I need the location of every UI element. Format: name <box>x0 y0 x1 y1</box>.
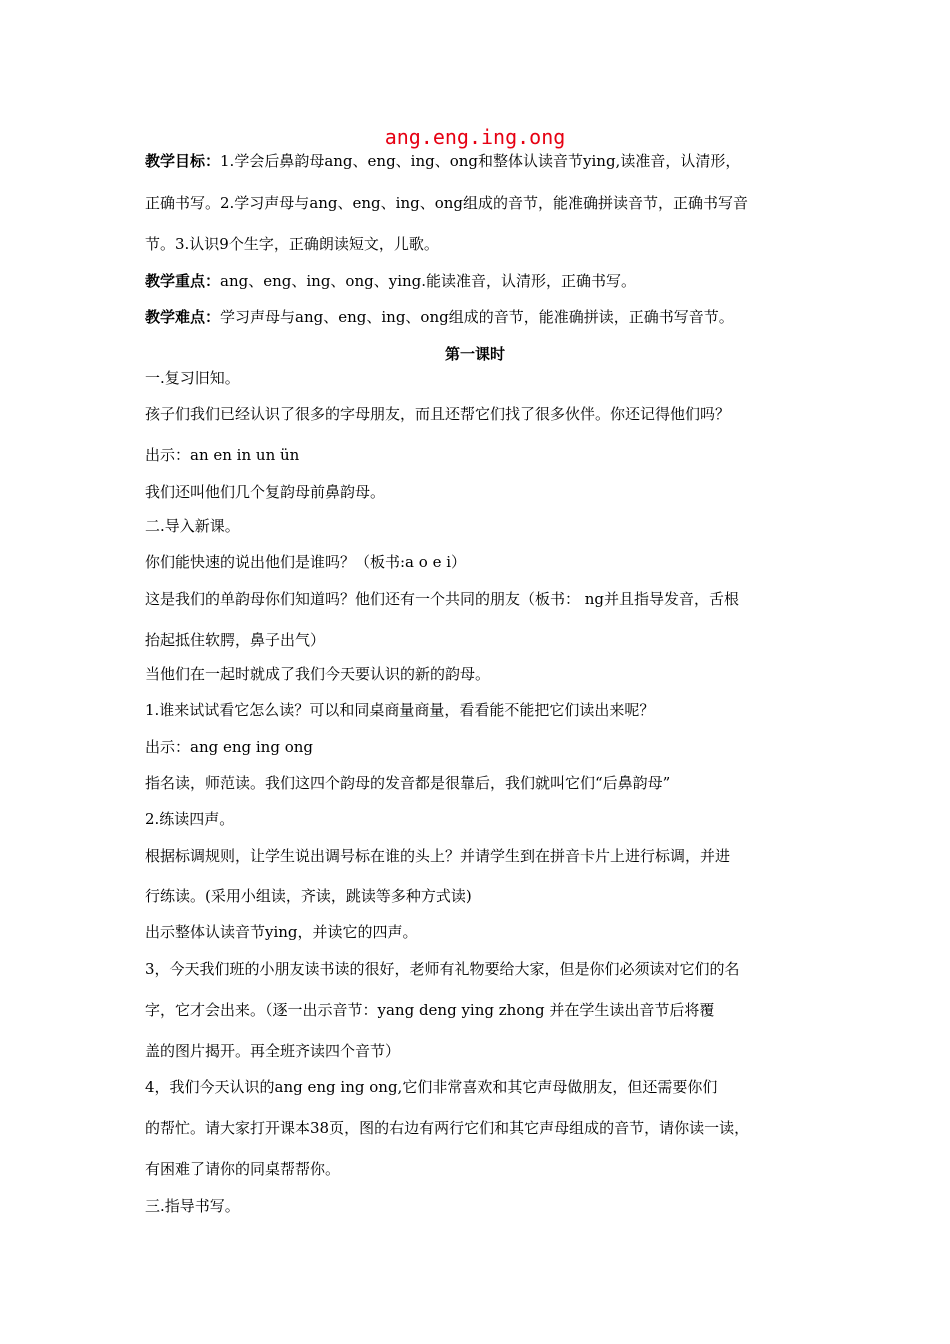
body-line: 3，今天我们班的小朋友读书读的很好，老师有礼物要给大家，但是你们必须读对它们的名 <box>145 960 740 978</box>
goals-text-1: 1.学会后鼻韵母ang、eng、ing、ong和整体认读音节ying,读准音，认清形， <box>220 152 741 170</box>
body-line: 根据标调规则，让学生说出调号标在谁的头上？并请学生到在拼音卡片上进行标调，并进 <box>145 847 731 865</box>
body-line: 这是我们的单韵母你们知道吗？他们还有一个共同的朋友（板书： ng并且指导发音，舌根 <box>145 590 740 608</box>
body-line: 二.导入新课。 <box>145 517 240 535</box>
body-line: 有困难了请你的同桌帮帮你。 <box>145 1160 341 1178</box>
body-line: 2.练读四声。 <box>145 810 235 828</box>
body-line: 当他们在一起时就成了我们今天要认识的新的韵母。 <box>145 665 491 683</box>
body-line: 盖的图片揭开。再全班齐读四个音节） <box>145 1042 401 1060</box>
goals-line-3: 节。3.认识9个生字，正确朗读短文，儿歌。 <box>145 235 439 253</box>
body-line: 指名读，师范读。我们这四个韵母的发音都是很靠后，我们就叫它们“后鼻韵母” <box>145 774 671 792</box>
difficulties-text: 学习声母与ang、eng、ing、ong组成的音节，能准确拼读，正确书写音节。 <box>220 308 734 326</box>
body-line: 我们还叫他们几个复韵母前鼻韵母。 <box>145 483 386 501</box>
body-line: 出示：an en in un ün <box>145 446 300 464</box>
body-line: 抬起抵住软腭，鼻子出气） <box>145 631 326 649</box>
difficulties-label: 教学难点： <box>145 308 221 326</box>
body-line: 出示：ang eng ing ong <box>145 738 314 756</box>
goals-line-2: 正确书写。2.学习声母与ang、eng、ing、ong组成的音节，能准确拼读音节，正确书写音 <box>145 194 749 212</box>
body-line: 的帮忙。请大家打开课本38页，图的右边有两行它们和其它声母组成的音节，请你读一读， <box>145 1119 750 1137</box>
goals-label: 教学目标： <box>145 152 221 170</box>
body-line: 孩子们我们已经认识了很多的字母朋友，而且还帮它们找了很多伙伴。你还记得他们吗？ <box>145 405 731 423</box>
body-line: 字，它才会出来。（逐一出示音节：yang deng ying zhong 并在学生读出音节后将覆 <box>145 1001 715 1019</box>
body-line: 一.复习旧知。 <box>145 369 240 387</box>
goals-line-1 <box>145 150 835 172</box>
body-line: 出示整体认读音节ying，并读它的四声。 <box>145 923 418 941</box>
lesson-heading: 第一课时 <box>444 345 505 363</box>
key-points-label: 教学重点： <box>145 272 221 290</box>
key-points-line <box>145 270 835 292</box>
difficulties-line <box>145 306 835 328</box>
document-title: ang.eng.ing.ong <box>384 125 566 149</box>
key-points-text: ang、eng、ing、ong、ying.能读准音，认清形，正确书写。 <box>220 272 637 290</box>
body-line: 三.指导书写。 <box>145 1197 240 1215</box>
body-line: 行练读。(采用小组读，齐读，跳读等多种方式读) <box>145 887 472 905</box>
body-line: 你们能快速的说出他们是谁吗？（板书:a o e i） <box>145 553 467 571</box>
body-line: 4，我们今天认识的ang eng ing ong,它们非常喜欢和其它声母做朋友，但还需要你们 <box>145 1078 718 1096</box>
body-line: 1.谁来试试看它怎么读？可以和同桌商量商量，看看能不能把它们读出来呢？ <box>145 701 655 719</box>
